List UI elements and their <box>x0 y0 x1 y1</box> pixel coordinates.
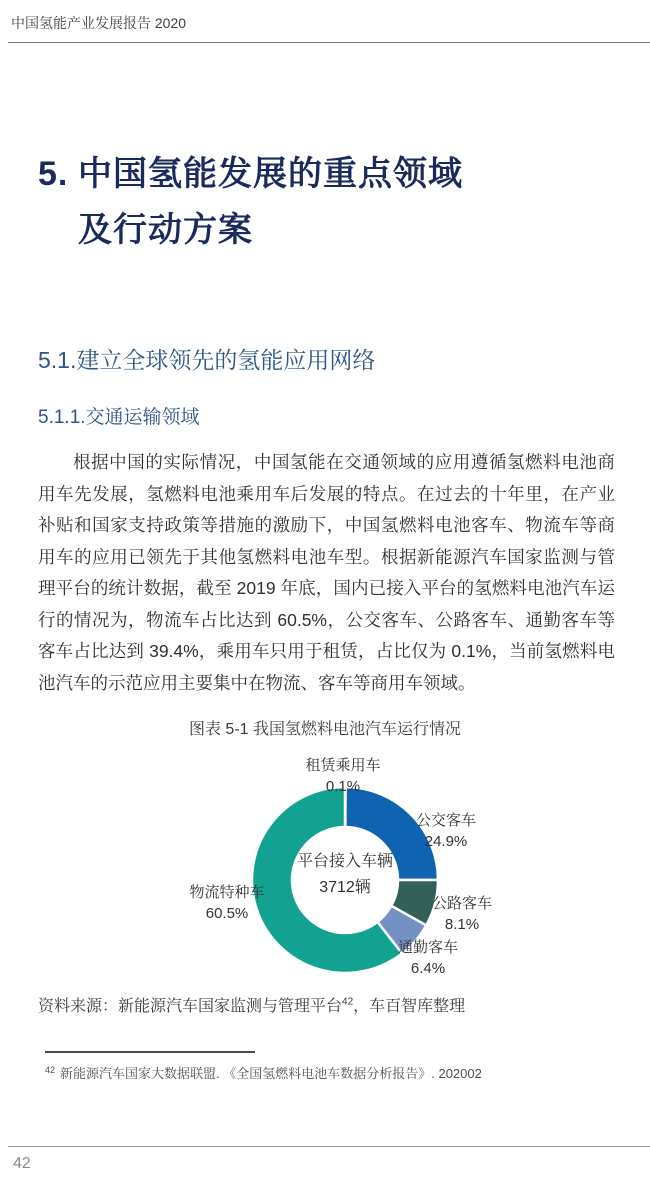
slice-pct: 6.4% <box>410 960 446 977</box>
chapter-title-line2: 及行动方案 <box>78 211 253 249</box>
chapter-title <box>78 146 463 258</box>
slice-name: 通勤客车 <box>397 939 459 956</box>
footnote-number: 42 <box>45 1064 56 1075</box>
slice-pct: 8.1% <box>444 916 480 933</box>
slice-label-highway <box>432 893 492 935</box>
slice-pct: 60.5% <box>205 905 249 922</box>
chapter-heading <box>38 146 463 258</box>
body-paragraph: 根据中国的实际情况，中国氢能在交通领域的应用遵循氢燃料电池商用车先发展，氢燃料电池乘用车后发展的特点。在过去的十年里，在产业补贴和国家支持政策等措施的激励下，中国氢燃料电池客车、物流车等商用车的应用已领先于其他氢燃料电池车型。根据新能源汽车国家监测与管理平台的统计数据，截至 2019 年底，国内已接入平台的氢燃料电池汽车运行的情况为，物流车占比达到 60.5%，公交客车、公路客车、通勤客车等客车占比达到 39.4%，乘用车只用于租赁，占比仅为 0.1%，当前氢燃料电池汽车的示范应用主要集中在物流、客车等商用车领域。 <box>38 452 615 693</box>
slice-name: 物流特种车 <box>189 884 265 901</box>
source-note <box>38 993 465 1016</box>
slice-label-rental <box>305 755 380 797</box>
slice-label-logistics <box>189 882 264 924</box>
slice-label-commuter <box>398 937 458 979</box>
slice-label-bus <box>416 810 476 852</box>
chapter-title-line1: 中国氢能发展的重点领域 <box>78 155 463 193</box>
chart-title: 图表 5-1 我国氢燃料电池汽车运行情况 <box>188 721 462 738</box>
page-number: 42 <box>13 1155 31 1172</box>
donut-center-label <box>297 849 393 901</box>
source-footnote-ref: 42 <box>342 996 354 1008</box>
slice-name: 租赁乘用车 <box>305 757 381 774</box>
slice-name: 公路客车 <box>431 895 493 912</box>
footnote-divider <box>45 1051 255 1053</box>
source-text: 资料来源：新能源汽车国家监测与管理平台 <box>38 998 343 1015</box>
center-value: 3712辆 <box>319 879 371 896</box>
footer-divider <box>8 1146 650 1147</box>
donut-chart <box>0 745 650 995</box>
chapter-number: 5. <box>38 155 69 193</box>
source-suffix: ，车百智库整理 <box>353 998 466 1015</box>
section-heading: 5.1.建立全球领先的氢能应用网络 <box>38 347 376 373</box>
subsection-heading: 5.1.1.交通运输领域 <box>38 407 200 428</box>
slice-pct: 24.9% <box>424 833 468 850</box>
report-header-title: 中国氢能产业发展报告 2020 <box>11 15 187 31</box>
slice-name: 公交客车 <box>415 812 477 829</box>
footnote <box>45 1063 482 1082</box>
center-caption: 平台接入车辆 <box>296 853 394 870</box>
footnote-text: 新能源汽车国家大数据联盟. 《全国氢燃料电池车数据分析报告》. 202002 <box>60 1066 482 1081</box>
header-divider <box>8 42 650 43</box>
slice-pct: 0.1% <box>325 778 361 795</box>
